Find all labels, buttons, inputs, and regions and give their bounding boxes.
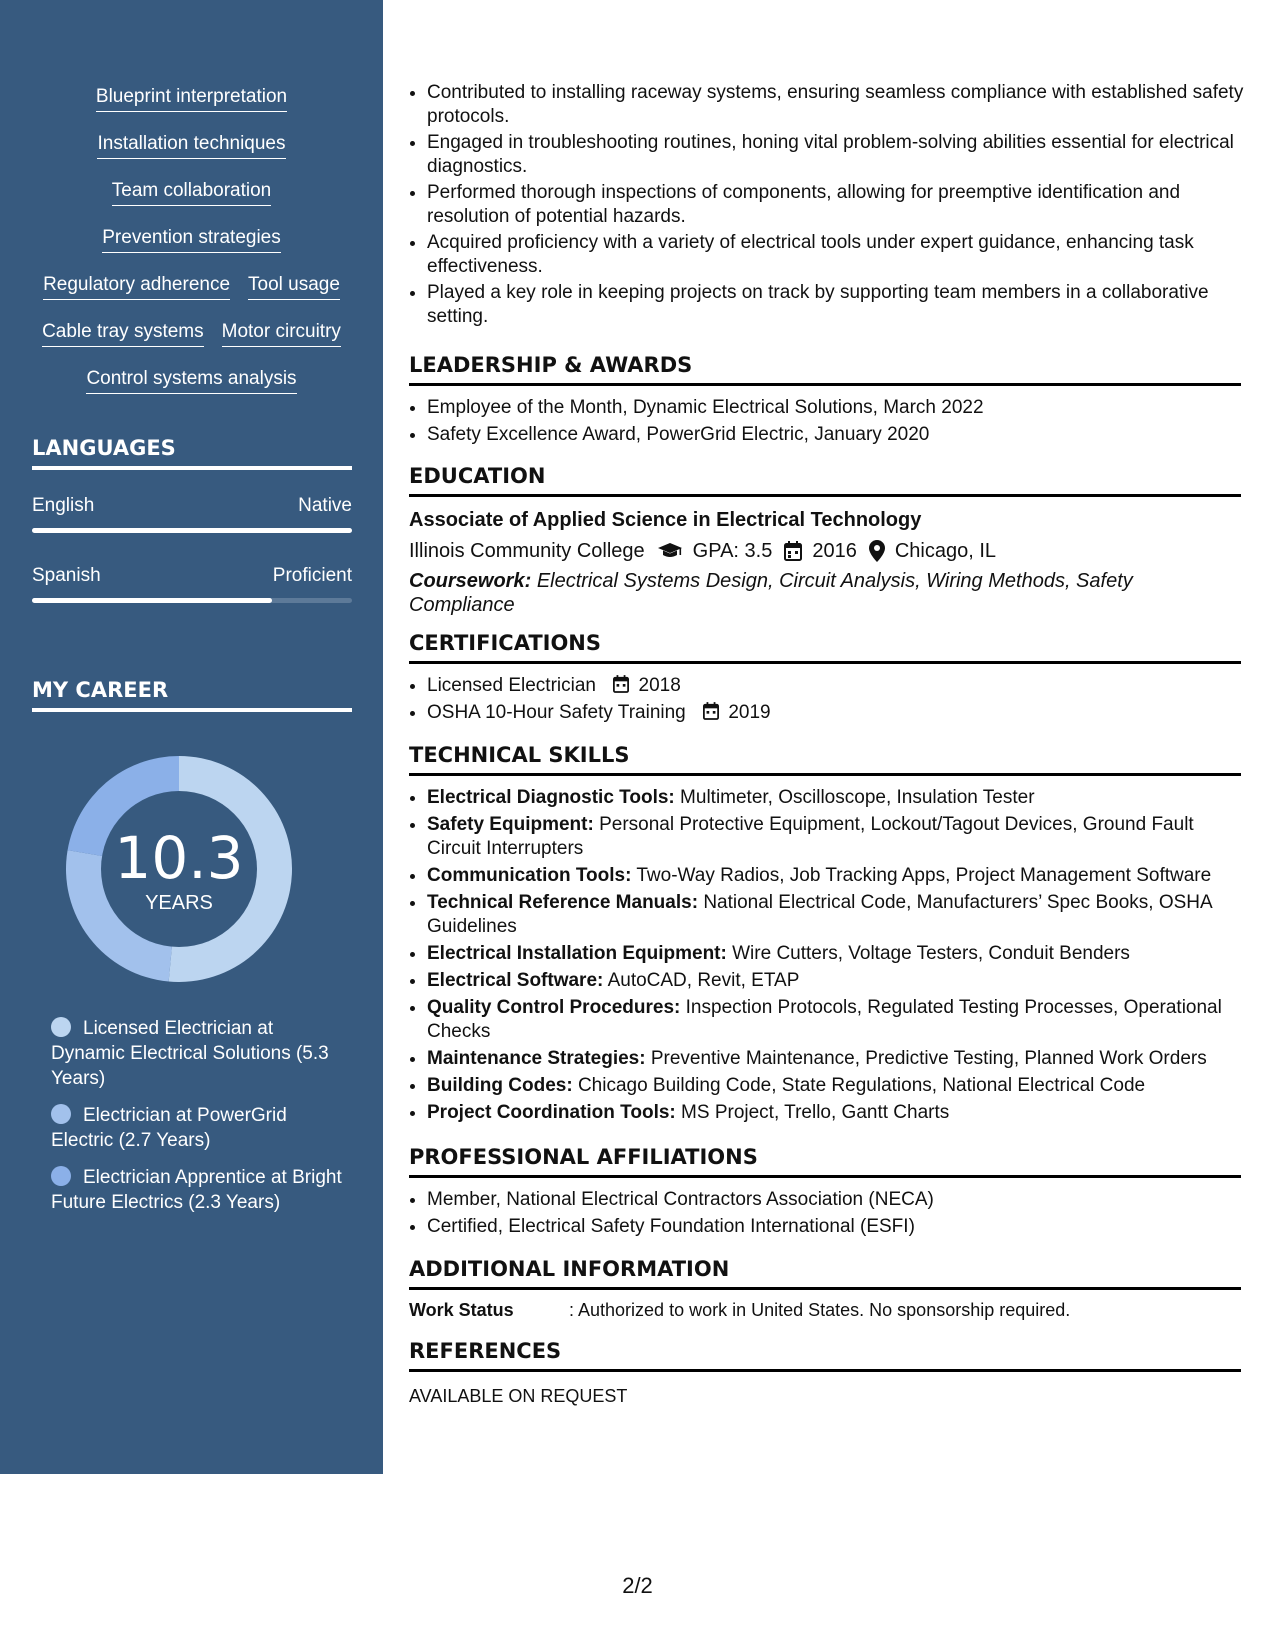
skill-tag: Control systems analysis (86, 367, 296, 394)
career-legend-label: Licensed Electrician at Dynamic Electrical Solutions (5.3 Years) (51, 1018, 329, 1089)
list-item (427, 701, 1241, 725)
skill-tag: Prevention strategies (102, 226, 281, 253)
list-item: • Member, National Electrical Contractors Association (NECA) (427, 1188, 1241, 1212)
skill-tag: Cable tray systems (42, 320, 204, 347)
skill-row (0, 226, 383, 253)
list-item: • Safety Excellence Award, PowerGrid Electric, January 2020 (427, 423, 1241, 447)
career-years-unit: YEARS (145, 892, 213, 914)
skill-category: Communication Tools: (427, 865, 632, 886)
list-item: • Performed thorough inspections of components, allowing for preemptive identification and resolution of potential hazards. (427, 181, 1259, 229)
calendar-icon (784, 541, 802, 561)
language-bar-fill (32, 528, 352, 533)
school-name: Illinois Community College (409, 540, 645, 562)
career-legend-item (51, 1103, 351, 1153)
skill-values: MS Project, Trello, Gantt Charts (681, 1102, 950, 1123)
language-spanish (32, 564, 352, 603)
list-item (427, 942, 1241, 966)
career-total-years: 10.3 (114, 824, 244, 892)
education-meta (409, 538, 1241, 564)
skill-row (0, 273, 383, 300)
career-donut-chart (66, 756, 292, 982)
skill-values: Chicago Building Code, State Regulations, National Electrical Code (577, 1075, 1146, 1096)
list-item: • Contributed to installing raceway systems, ensuring seamless compliance with established safety protocols. (427, 81, 1259, 129)
skill-values: Two-Way Radios, Job Tracking Apps, Project Management Software (636, 865, 1212, 886)
career-legend-item (51, 1016, 351, 1091)
skill-category: Quality Control Procedures: (427, 997, 681, 1018)
certification-name: Licensed Electrician (427, 675, 596, 696)
calendar-icon (613, 675, 629, 693)
skill-values: Preventive Maintenance, Predictive Testing, Planned Work Orders (650, 1048, 1207, 1069)
skill-category: Electrical Software: (427, 970, 604, 991)
skill-category: Technical Reference Manuals: (427, 892, 699, 913)
legend-dot (51, 1166, 71, 1186)
section-heading: REFERENCES (409, 1339, 1241, 1372)
skills-tag-list (0, 85, 383, 414)
school-location: Chicago, IL (894, 540, 996, 562)
calendar-icon (703, 702, 719, 720)
skill-tag: Tool usage (248, 273, 340, 300)
leadership-section (409, 353, 1241, 447)
list-item: • Engaged in troubleshooting routines, honing vital problem-solving abilities essential for electrical diagnostics. (427, 131, 1259, 179)
skill-category: Electrical Diagnostic Tools: (427, 787, 675, 808)
skill-category: Safety Equipment: (427, 814, 594, 835)
list-item (427, 891, 1241, 939)
sidebar (0, 0, 383, 1474)
skill-category: Project Coordination Tools: (427, 1102, 676, 1123)
career-legend-item (51, 1165, 351, 1215)
skill-category: Maintenance Strategies: (427, 1048, 646, 1069)
graduation-cap-icon (657, 542, 683, 560)
work-status-row (409, 1298, 1241, 1322)
affiliations-section (409, 1145, 1241, 1239)
coursework (409, 569, 1241, 617)
language-english (32, 494, 352, 533)
certification-name: OSHA 10-Hour Safety Training (427, 702, 686, 723)
skill-tag: Blueprint interpretation (96, 85, 287, 112)
certifications-section (409, 631, 1241, 725)
skill-row (0, 132, 383, 159)
skill-values: National Electrical Code, Manufacturers’ Spec Books, OSHA Guidelines (427, 892, 1212, 937)
degree-title: Associate of Applied Science in Electrical Technology (409, 509, 922, 531)
list-item (427, 1047, 1241, 1071)
legend-dot (51, 1017, 71, 1037)
skill-values: AutoCAD, Revit, ETAP (607, 970, 800, 991)
section-heading: PROFESSIONAL AFFILIATIONS (409, 1145, 1241, 1178)
work-status-label: Work Status (409, 1300, 514, 1320)
education-section (409, 464, 1241, 617)
skill-row (0, 179, 383, 206)
skill-tag: Installation techniques (97, 132, 285, 159)
section-heading: EDUCATION (409, 464, 1241, 497)
language-level: Native (298, 495, 352, 516)
language-bar (32, 598, 352, 603)
page-number: 2/2 (622, 1573, 653, 1598)
section-heading: TECHNICAL SKILLS (409, 743, 1241, 776)
skill-row (0, 367, 383, 394)
graduation-year: 2016 (812, 540, 857, 562)
skill-values: Wire Cutters, Voltage Testers, Conduit Benders (732, 943, 1130, 964)
additional-info-section (409, 1257, 1241, 1322)
list-item (427, 786, 1241, 810)
experience-bullets (409, 81, 1259, 329)
skill-row (0, 85, 383, 112)
coursework-list: Electrical Systems Design, Circuit Analysis, Wiring Methods, Safety Compliance (409, 570, 1133, 616)
skill-tag: Motor circuitry (222, 320, 341, 347)
section-heading: CERTIFICATIONS (409, 631, 1241, 664)
list-item: • Certified, Electrical Safety Foundation International (ESFI) (427, 1215, 1241, 1239)
section-heading: ADDITIONAL INFORMATION (409, 1257, 1241, 1290)
language-bar (32, 528, 352, 533)
list-item (427, 813, 1241, 861)
gpa: GPA: 3.5 (692, 540, 773, 562)
skill-category: Building Codes: (427, 1075, 573, 1096)
list-item (427, 969, 1241, 993)
section-heading: LEADERSHIP & AWARDS (409, 353, 1241, 386)
list-item: • Employee of the Month, Dynamic Electrical Solutions, March 2022 (427, 396, 1241, 420)
list-item: • Played a key role in keeping projects on track by supporting team members in a collaborative setting. (427, 281, 1259, 329)
skill-row (0, 320, 383, 347)
skill-tag: Team collaboration (112, 179, 271, 206)
language-name: English (32, 495, 95, 516)
location-pin-icon (869, 540, 885, 562)
career-legend-label: Electrician Apprentice at Bright Future Electrics (2.3 Years) (51, 1167, 342, 1213)
skill-values: Inspection Protocols, Regulated Testing Processes, Operational Checks (427, 997, 1222, 1042)
references-text: AVAILABLE ON REQUEST (409, 1386, 628, 1406)
skill-values: Multimeter, Oscilloscope, Insulation Tester (680, 787, 1035, 808)
skill-category: Electrical Installation Equipment: (427, 943, 727, 964)
list-item (427, 864, 1241, 888)
skill-values: Personal Protective Equipment, Lockout/Tagout Devices, Ground Fault Circuit Interrupters (427, 814, 1194, 859)
references-section (409, 1339, 1241, 1408)
language-level: Proficient (272, 565, 352, 586)
list-item (427, 1101, 1241, 1125)
coursework-label: Coursework: (409, 570, 532, 592)
languages-heading: LANGUAGES (32, 436, 352, 470)
legend-dot (51, 1104, 71, 1124)
career-legend-label: Electrician at PowerGrid Electric (2.7 Years) (51, 1105, 287, 1151)
skill-tag: Regulatory adherence (43, 273, 230, 300)
language-name: Spanish (32, 565, 101, 586)
career-heading: MY CAREER (32, 678, 352, 712)
certification-year: 2019 (728, 702, 771, 723)
work-status-value: : Authorized to work in United States. No sponsorship required. (569, 1300, 1071, 1320)
technical-skills-section (409, 743, 1241, 1125)
list-item (427, 1074, 1241, 1098)
list-item (427, 996, 1241, 1044)
certification-year: 2018 (638, 675, 681, 696)
list-item (427, 674, 1241, 698)
list-item: • Acquired proficiency with a variety of electrical tools under expert guidance, enhancing task effectiveness. (427, 231, 1259, 279)
language-bar-fill (32, 598, 272, 603)
career-legend (51, 1016, 351, 1227)
